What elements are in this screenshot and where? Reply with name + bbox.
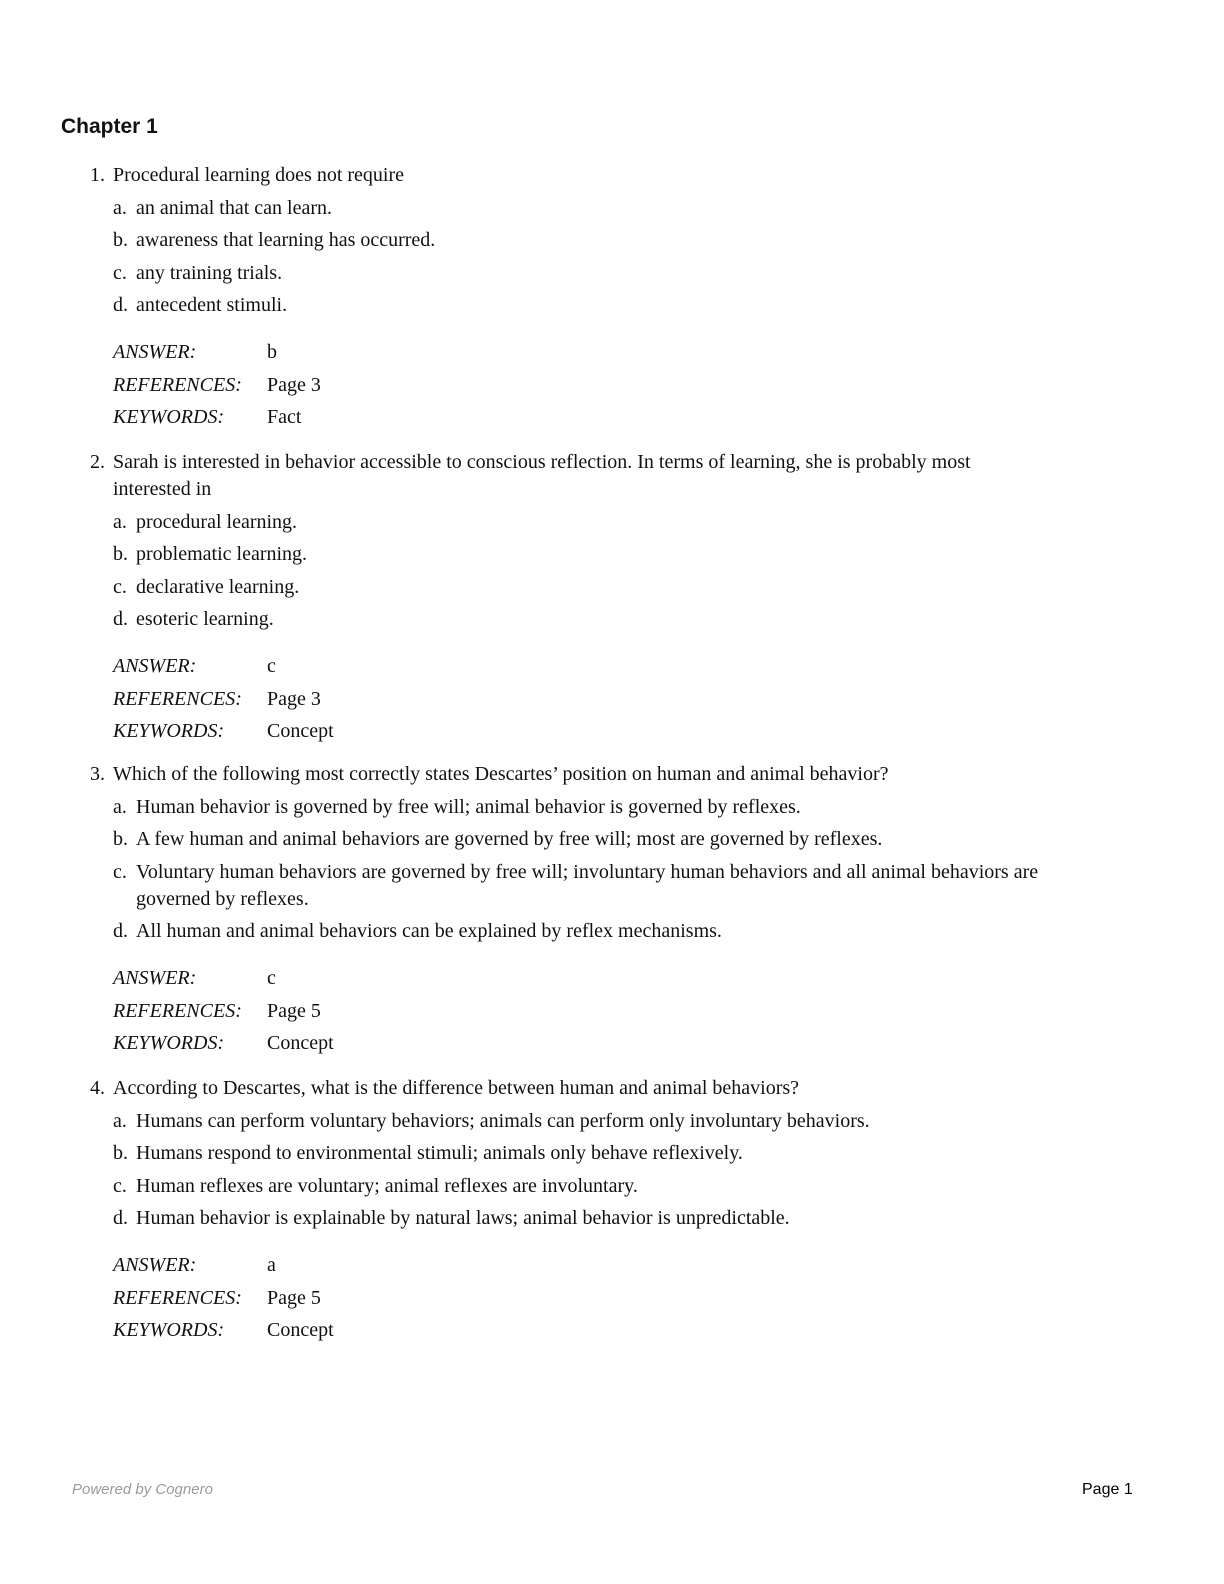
question-number: 1. xyxy=(90,164,105,186)
question-stem xyxy=(90,449,1090,503)
option-text: Human reflexes are voluntary; animal reflexes are involuntary. xyxy=(136,1174,638,1197)
references-row xyxy=(113,1285,1090,1312)
keywords-label: KEYWORDS: xyxy=(113,406,225,428)
option-text: awareness that learning has occurred. xyxy=(136,229,436,251)
option-text: antecedent stimuli. xyxy=(136,294,288,316)
question-text: According to Descartes, what is the difference between human and animal behaviors? xyxy=(113,1077,800,1099)
option-letter: b. xyxy=(113,229,128,251)
question-text: Which of the following most correctly states Descartes’ position on human and animal behavior? xyxy=(113,763,889,785)
question-text: Sarah is interested in behavior accessible to conscious reflection. In terms of learning, she is probably most interested in xyxy=(113,451,971,500)
option-letter: b. xyxy=(113,828,128,850)
references-value: Page 5 xyxy=(267,999,321,1022)
option-letter: c. xyxy=(113,860,127,883)
option-b xyxy=(113,541,1090,568)
answer-value: c xyxy=(267,655,276,677)
option-letter: a. xyxy=(113,196,127,219)
option-letter: d. xyxy=(113,608,128,630)
answer-row xyxy=(113,339,1090,366)
question-2 xyxy=(90,449,1090,751)
question-number: 4. xyxy=(90,1077,105,1099)
option-c xyxy=(113,574,1090,601)
keywords-label: KEYWORDS: xyxy=(113,1319,225,1341)
references-label: REFERENCES: xyxy=(113,1286,242,1309)
references-label: REFERENCES: xyxy=(113,999,242,1022)
option-text: Humans respond to environmental stimuli; animals only behave reflexively. xyxy=(136,1142,743,1164)
keywords-value: Concept xyxy=(267,720,334,742)
option-letter: a. xyxy=(113,795,127,818)
references-label: REFERENCES: xyxy=(113,687,242,710)
option-text: problematic learning. xyxy=(136,543,308,565)
option-letter: a. xyxy=(113,1109,127,1132)
page-number: Page 1 xyxy=(1082,1481,1133,1498)
option-text: Humans can perform voluntary behaviors; animals can perform only involuntary behaviors. xyxy=(136,1109,870,1132)
option-letter: d. xyxy=(113,294,128,316)
chapter-title: Chapter 1 xyxy=(61,115,158,138)
option-c xyxy=(113,859,1090,913)
option-text: All human and animal behaviors can be explained by reflex mechanisms. xyxy=(136,920,722,942)
question-number: 2. xyxy=(90,451,105,473)
option-text: any training trials. xyxy=(136,261,283,284)
question-number: 3. xyxy=(90,763,105,785)
answer-options xyxy=(113,794,1090,946)
option-letter: c. xyxy=(113,575,127,598)
option-text: declarative learning. xyxy=(136,575,300,598)
answer-metadata xyxy=(113,965,1090,1057)
option-a xyxy=(113,509,1090,536)
question-4 xyxy=(90,1075,1090,1350)
option-d xyxy=(113,606,1090,633)
answer-label: ANSWER: xyxy=(113,1254,197,1276)
option-letter: d. xyxy=(113,920,128,942)
references-row xyxy=(113,686,1090,713)
question-text: Procedural learning does not require xyxy=(113,164,405,186)
keywords-label: KEYWORDS: xyxy=(113,1032,225,1054)
answer-value: c xyxy=(267,967,276,989)
references-value: Page 3 xyxy=(267,687,321,710)
answer-row xyxy=(113,1252,1090,1279)
answer-options xyxy=(113,1108,1090,1233)
option-a xyxy=(113,195,1090,222)
option-text: esoteric learning. xyxy=(136,608,274,630)
keywords-row xyxy=(113,1317,1090,1344)
option-text: Human behavior is explainable by natural laws; animal behavior is unpredictable. xyxy=(136,1207,790,1229)
answer-value: a xyxy=(267,1254,276,1276)
option-d xyxy=(113,918,1090,945)
keywords-value: Concept xyxy=(267,1319,334,1341)
option-text: procedural learning. xyxy=(136,510,298,533)
option-letter: b. xyxy=(113,1142,128,1164)
keywords-value: Concept xyxy=(267,1032,334,1054)
keywords-row xyxy=(113,718,1090,745)
answer-metadata xyxy=(113,1252,1090,1344)
question-stem xyxy=(90,1075,1090,1102)
question-stem xyxy=(90,761,1090,788)
keywords-value: Fact xyxy=(267,406,302,428)
keywords-row xyxy=(113,1030,1090,1057)
keywords-row xyxy=(113,404,1090,431)
answer-label: ANSWER: xyxy=(113,341,197,363)
option-b xyxy=(113,1140,1090,1167)
question-3 xyxy=(90,761,1090,1063)
option-c xyxy=(113,1173,1090,1200)
answer-options xyxy=(113,509,1090,634)
references-row xyxy=(113,998,1090,1025)
answer-value: b xyxy=(267,341,277,363)
option-a xyxy=(113,1108,1090,1135)
option-d xyxy=(113,1205,1090,1232)
references-label: REFERENCES: xyxy=(113,373,242,396)
option-text: an animal that can learn. xyxy=(136,196,333,219)
option-a xyxy=(113,794,1090,821)
option-text: Voluntary human behaviors are governed by free will; involuntary human behaviors and all animal behaviors are governed by reflexes. xyxy=(136,860,1039,910)
option-b xyxy=(113,227,1090,254)
answer-row xyxy=(113,965,1090,992)
option-text: Human behavior is governed by free will; animal behavior is governed by reflexes. xyxy=(136,795,801,818)
option-letter: b. xyxy=(113,543,128,565)
references-value: Page 3 xyxy=(267,373,321,396)
option-letter: a. xyxy=(113,510,127,533)
option-c xyxy=(113,260,1090,287)
references-row xyxy=(113,372,1090,399)
option-letter: c. xyxy=(113,261,127,284)
answer-options xyxy=(113,195,1090,320)
answer-label: ANSWER: xyxy=(113,967,197,989)
answer-metadata xyxy=(113,653,1090,745)
references-value: Page 5 xyxy=(267,1286,321,1309)
answer-row xyxy=(113,653,1090,680)
question-1 xyxy=(90,162,1090,437)
option-b xyxy=(113,826,1090,853)
option-text: A few human and animal behaviors are governed by free will; most are governed by reflexes. xyxy=(136,828,883,850)
option-letter: c. xyxy=(113,1174,127,1197)
answer-metadata xyxy=(113,339,1090,431)
question-stem xyxy=(90,162,1090,189)
answer-label: ANSWER: xyxy=(113,655,197,677)
option-letter: d. xyxy=(113,1207,128,1229)
keywords-label: KEYWORDS: xyxy=(113,720,225,742)
powered-by-footer: Powered by Cognero xyxy=(72,1481,213,1498)
option-d xyxy=(113,292,1090,319)
